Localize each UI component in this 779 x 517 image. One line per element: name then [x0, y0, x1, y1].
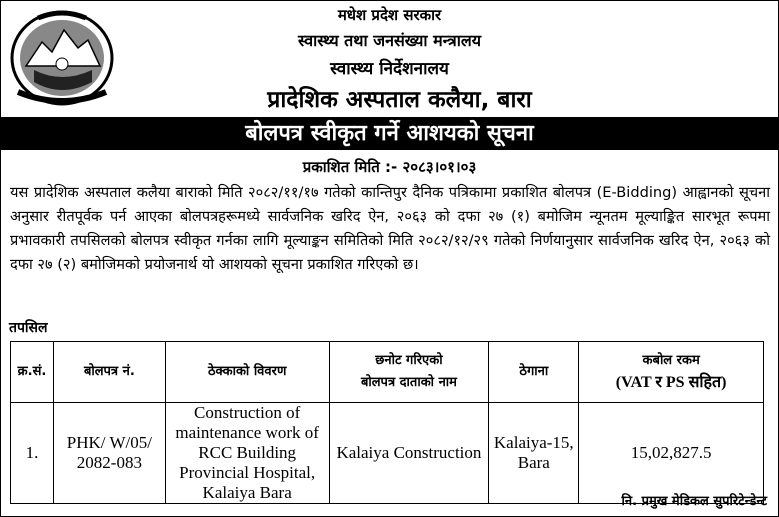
directorate-title: स्वास्थ्य निर्देशनालय: [330, 59, 449, 79]
table-header-row: [11, 342, 764, 403]
header-amount-line2: (VAT र PS सहित): [615, 373, 727, 391]
header-amount: [579, 342, 764, 403]
details-label: तपसिल: [9, 320, 48, 336]
header-address: ठेगाना: [489, 342, 579, 403]
bid-details-table: [10, 341, 764, 504]
notice-body-text: यस प्रादेशिक अस्पताल कलैया बाराको मिति २०८२/११/१७ गतेको कान्तिपुर दैनिक पत्रिकामा प्रकाशित बोलपत्र (E-Bidding) आह्वानको सूचना अनुसार रीतपूर्वक पर्न आएका बोलपत्रहरूमध्ये सार्वजनिक खरिद ऐन, २०६३ को दफा २७ (१) बमोजिम न्यूनतम मूल्याङ्कित सारभूत रूपमा प्रभावकारी तपसिलको बोलपत्र स्वीकृत गर्नका लागि मूल्याङ्कन समितिको मिति २०८२/१२/२९ गतेको निर्णयानुसार सार्वजनिक खरिद ऐन, २०६३ को दफा २७ (२) बमोजिमको प्रयोजनार्थ यो आशयको सूचना प्रकाशित गरिएको छ।: [10, 184, 770, 273]
cell-bidder: Kalaiya Construction: [329, 403, 489, 504]
signature-line: नि. प्रमुख मेडिकल सुपरिटेन्डेन्ट: [621, 494, 767, 509]
cell-amount: 15,02,827.5: [579, 403, 764, 504]
cell-sn: 1.: [11, 403, 54, 504]
table-row: [11, 403, 764, 504]
header-bid-no: बोलपत्र नं.: [53, 342, 165, 403]
cell-address: Kalaiya-15, Bara: [489, 403, 579, 504]
header-bidder-line2: बोलपत्र दाताको नाम: [360, 375, 457, 390]
hospital-title: प्रादेशिक अस्पताल कलैया, बारा: [267, 87, 532, 113]
province-government-title: मधेश प्रदेश सरकार: [337, 6, 442, 24]
ministry-title: स्वास्थ्य तथा जनसंख्या मन्त्रालय: [297, 31, 482, 50]
header-bidder: [329, 342, 489, 403]
cell-bid-no: PHK/ W/05/ 2082-083: [53, 403, 165, 504]
header-bidder-line1: छनोट गरिएको: [375, 353, 443, 368]
published-date: प्रकाशित मिति :- २०८३।०१।०३: [302, 158, 477, 176]
notice-banner: बोलपत्र स्वीकृत गर्ने आशयको सूचना: [0, 117, 779, 150]
header-sn: क्र.सं.: [11, 342, 54, 403]
header-amount-line1: कबोल रकम: [642, 352, 700, 368]
cell-description: Construction of maintenance work of RCC Building Provincial Hospital, Kalaiya Bara: [165, 403, 329, 504]
header-description: ठेक्काको विवरण: [165, 342, 329, 403]
